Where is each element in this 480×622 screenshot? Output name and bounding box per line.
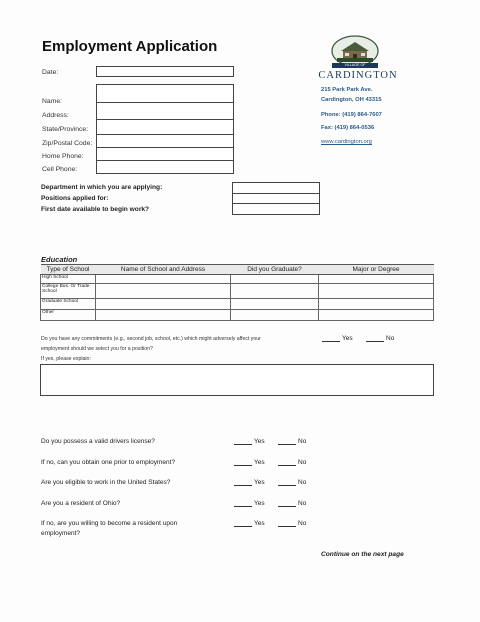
no-label: No: [298, 520, 307, 527]
graduate-cell[interactable]: [231, 310, 319, 321]
state-label: State/Province:: [42, 126, 89, 133]
yes-label: Yes: [254, 459, 265, 466]
org-phone: Phone: (419) 864-7607: [321, 112, 382, 118]
education-title: Education: [41, 255, 78, 264]
continue-note: Continue on the next page: [321, 551, 404, 558]
question-obtain-license: If no, can you obtain one prior to employment?: [41, 459, 176, 466]
q4-no-option[interactable]: [278, 500, 306, 507]
major-cell[interactable]: [319, 299, 434, 310]
col-header: Type of School: [41, 265, 96, 275]
org-fax: Fax: (419) 864-0536: [321, 125, 375, 131]
commitments-question-2: employment should we select you for a position?: [41, 346, 153, 352]
commitments-question: Do you have any commitments (e.g., second job, school, etc.) which might adversely affect your: [41, 336, 261, 342]
school-type-cell: Other: [41, 310, 96, 321]
cell-phone-label: Cell Phone:: [42, 166, 78, 173]
education-table: [40, 264, 434, 321]
graduate-cell[interactable]: [231, 299, 319, 310]
yes-label: Yes: [342, 335, 353, 342]
no-label: No: [298, 438, 307, 445]
major-cell[interactable]: [319, 310, 434, 321]
home-phone-label: Home Phone:: [42, 153, 84, 160]
date-label: Date:: [42, 69, 59, 76]
major-cell[interactable]: [319, 275, 434, 284]
no-blank: [278, 479, 296, 486]
yes-blank: [234, 520, 252, 527]
yes-label: Yes: [254, 500, 265, 507]
form-title: Employment Application: [42, 38, 218, 55]
no-blank: [278, 438, 296, 445]
table-row: [41, 284, 434, 299]
yes-blank: [234, 438, 252, 445]
zip-label: Zip/Postal Code:: [42, 140, 93, 147]
q3-yes-option[interactable]: [234, 479, 265, 486]
no-blank: [366, 335, 384, 342]
no-label: No: [298, 479, 307, 486]
q2-no-option[interactable]: [278, 459, 306, 466]
q2-yes-option[interactable]: [234, 459, 265, 466]
date-field[interactable]: [96, 66, 234, 77]
yes-blank: [234, 500, 252, 507]
no-blank: [278, 520, 296, 527]
school-name-cell[interactable]: [96, 299, 231, 310]
no-label: No: [298, 500, 307, 507]
explain-label: If yes, please explain:: [41, 356, 91, 362]
department-label: Department in which you are applying:: [41, 184, 163, 191]
school-type-cell: High School: [41, 275, 96, 284]
education-header-row: [41, 265, 434, 275]
no-label: No: [298, 459, 307, 466]
major-cell[interactable]: [319, 284, 434, 299]
logo-banner: VILLAGE OF: [332, 63, 378, 68]
no-blank: [278, 459, 296, 466]
yes-blank: [234, 459, 252, 466]
address-label: Address:: [42, 112, 69, 119]
school-name-cell[interactable]: [96, 310, 231, 321]
school-name-cell[interactable]: [96, 284, 231, 299]
table-row: [41, 275, 434, 284]
col-header: Name of School and Address: [96, 265, 231, 275]
col-header: Major or Degree: [319, 265, 434, 275]
q3-no-option[interactable]: [278, 479, 306, 486]
yes-label: Yes: [254, 438, 265, 445]
school-type-cell: College Bus. Or Trade School: [41, 284, 96, 299]
col-header: Did you Graduate?: [231, 265, 319, 275]
first-date-label: First date available to begin work?: [41, 206, 150, 213]
graduate-cell[interactable]: [231, 284, 319, 299]
question-drivers-license: Do you possess a valid drivers license?: [41, 438, 155, 445]
town-name: CARDINGTON: [318, 70, 398, 81]
school-type-cell: Graduate School: [41, 299, 96, 310]
yes-label: Yes: [254, 520, 265, 527]
name-label: Name:: [42, 98, 63, 105]
personal-info-fields[interactable]: [96, 84, 234, 174]
question-become-resident: If no, are you willing to become a resident upon: [41, 520, 178, 527]
q1-no-option[interactable]: [278, 438, 306, 445]
q1-yes-option[interactable]: [234, 438, 265, 445]
yes-label: Yes: [254, 479, 265, 486]
org-address-1: 215 Park Park Ave.: [321, 87, 373, 93]
commitments-no-option[interactable]: [366, 335, 394, 342]
graduate-cell[interactable]: [231, 275, 319, 284]
explain-textarea[interactable]: [40, 364, 434, 396]
table-row: [41, 299, 434, 310]
yes-blank: [322, 335, 340, 342]
org-website-link[interactable]: www.cardington.org: [321, 139, 372, 145]
q5-yes-option[interactable]: [234, 520, 265, 527]
table-row: [41, 310, 434, 321]
org-address-2: Cardington, OH 43315: [321, 97, 382, 103]
school-name-cell[interactable]: [96, 275, 231, 284]
question-eligible-us: Are you eligible to work in the United States?: [41, 479, 171, 486]
job-info-fields[interactable]: [232, 182, 320, 215]
no-blank: [278, 500, 296, 507]
no-label: No: [386, 335, 395, 342]
question-become-resident-2: employment?: [41, 530, 81, 537]
yes-blank: [234, 479, 252, 486]
q4-yes-option[interactable]: [234, 500, 265, 507]
commitments-yes-option[interactable]: [322, 335, 353, 342]
question-ohio-resident: Are you a resident of Ohio?: [41, 500, 121, 507]
positions-label: Positions applied for:: [41, 195, 109, 202]
q5-no-option[interactable]: [278, 520, 306, 527]
